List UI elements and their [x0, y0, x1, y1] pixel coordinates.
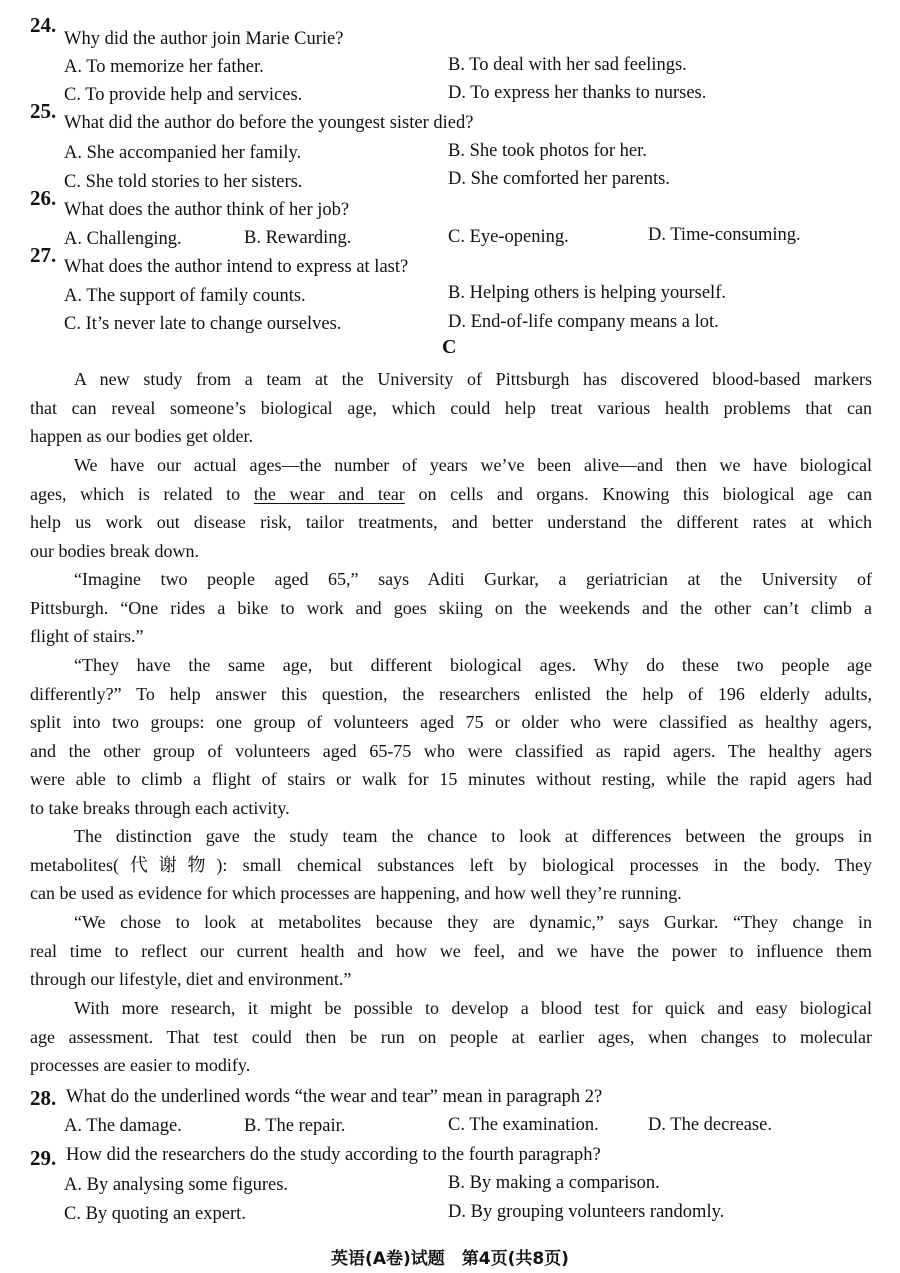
text-line: “We chose to look at metabolites because they are dynamic,” says Gurkar. “They change in	[74, 912, 872, 932]
option-d: D. To express her thanks to nurses.	[448, 83, 707, 103]
paragraph-4	[30, 651, 872, 823]
option-c: C. It’s never late to change ourselves.	[64, 314, 342, 334]
option-b: B. Rewarding.	[244, 228, 352, 248]
text-line: real time to reflect our current health and how we feel, and we have the power to influence them	[30, 940, 872, 961]
paragraph-1	[30, 365, 872, 451]
question-stem: What does the author think of her job?	[64, 200, 350, 220]
question-stem: What does the author intend to express at last?	[64, 257, 409, 277]
text-line: age assessment. That test could then be run on people at earlier ages, when changes to molecular	[30, 1026, 872, 1047]
text-line: With more research, it might be possible to develop a blood test for quick and easy biological	[74, 998, 872, 1018]
question-number: 29.	[30, 1146, 57, 1170]
question-stem: What did the author do before the youngest sister died?	[64, 113, 474, 133]
question-stem: How did the researchers do the study according to the fourth paragraph?	[66, 1145, 601, 1165]
section-heading: C	[442, 336, 457, 358]
question-stem: What do the underlined words “the wear and tear” mean in paragraph 2?	[66, 1087, 603, 1107]
text-line: and the other group of volunteers aged 65-75 who were classified as rapid agers. The healthy agers	[30, 740, 872, 761]
option-c: C. She told stories to her sisters.	[64, 172, 303, 192]
paragraph-2	[30, 451, 872, 565]
text-line: The distinction gave the study team the chance to look at differences between the groups in	[74, 826, 872, 846]
option-b: B. She took photos for her.	[448, 141, 647, 161]
option-d: D. End-of-life company means a lot.	[448, 312, 719, 332]
option-a: A. The damage.	[64, 1116, 182, 1136]
text-line: help us work out disease risk, tailor treatments, and better understand the different rates at which	[30, 512, 872, 533]
paragraph-6	[30, 908, 872, 994]
text-line: through our lifestyle, diet and environment.”	[30, 969, 352, 990]
text-fragment: on cells and organs. Knowing this biological age can	[404, 483, 872, 504]
text-line: differently?” To help answer this question, the researchers enlisted the help of 196 elderly adults,	[30, 683, 872, 704]
option-b: B. The repair.	[244, 1116, 346, 1136]
text-line: split into two groups: one group of volunteers aged 75 or older who were classified as healthy agers,	[30, 712, 872, 733]
question-number: 27.	[30, 243, 57, 267]
question-number: 28.	[30, 1086, 57, 1110]
paragraph-5	[30, 822, 872, 908]
option-a: A. She accompanied her family.	[64, 143, 302, 163]
underlined-phrase: the wear and tear	[253, 483, 405, 504]
text-line: We have our actual ages—the number of years we’ve been alive—and then we have biological	[74, 455, 872, 475]
question-number: 24.	[30, 13, 57, 37]
question-stem: Why did the author join Marie Curie?	[64, 29, 344, 49]
option-d: D. By grouping volunteers randomly.	[448, 1202, 725, 1222]
text-line: can be used as evidence for which processes are happening, and how well they’re running.	[30, 883, 682, 904]
option-b: B. Helping others is helping yourself.	[448, 283, 726, 303]
option-b: B. By making a comparison.	[448, 1173, 660, 1193]
text-line: metabolites(代谢物): small chemical substances left by biological processes in the body. They	[30, 854, 872, 875]
page-footer: 英语(A卷)试题 第4页(共8页)	[331, 1249, 569, 1269]
text-line: our bodies break down.	[30, 540, 199, 561]
paragraph-3	[30, 565, 872, 651]
text-line: Pittsburgh. “One rides a bike to work and goes skiing on the weekends and the other can’t climb a	[30, 597, 872, 618]
text-line: “Imagine two people aged 65,” says Aditi Gurkar, a geriatrician at the University of	[74, 569, 872, 589]
option-d: D. She comforted her parents.	[448, 169, 670, 189]
question-number: 26.	[30, 186, 57, 210]
text-line: flight of stairs.”	[30, 626, 144, 647]
text-line: to take breaks through each activity.	[30, 797, 290, 818]
option-b: B. To deal with her sad feelings.	[448, 55, 687, 75]
option-c: C. The examination.	[448, 1115, 599, 1135]
option-a: A. Challenging.	[64, 229, 182, 249]
option-c: C. By quoting an expert.	[64, 1204, 246, 1224]
text-line: A new study from a team at the University of Pittsburgh has discovered blood-based markers	[74, 369, 872, 389]
text-line: processes are easier to modify.	[30, 1055, 251, 1076]
option-d: D. Time-consuming.	[648, 225, 801, 245]
option-a: A. The support of family counts.	[64, 286, 306, 306]
text-line: happen as our bodies get older.	[30, 426, 253, 447]
option-d: D. The decrease.	[648, 1115, 772, 1135]
option-c: C. To provide help and services.	[64, 85, 303, 105]
text-fragment: ages, which is related to	[30, 483, 254, 504]
question-number: 25.	[30, 99, 57, 123]
text-line: that can reveal someone’s biological age, which could help treat various health problems that can	[30, 397, 872, 418]
option-c: C. Eye-opening.	[448, 227, 569, 247]
text-line	[30, 480, 872, 509]
paragraph-7	[30, 994, 872, 1080]
option-a: A. By analysing some figures.	[64, 1175, 289, 1195]
text-line: were able to climb a flight of stairs or walk for 15 minutes without resting, while the rapid agers had	[30, 769, 872, 790]
option-a: A. To memorize her father.	[64, 57, 264, 77]
text-line: “They have the same age, but different biological ages. Why do these two people age	[74, 655, 872, 675]
